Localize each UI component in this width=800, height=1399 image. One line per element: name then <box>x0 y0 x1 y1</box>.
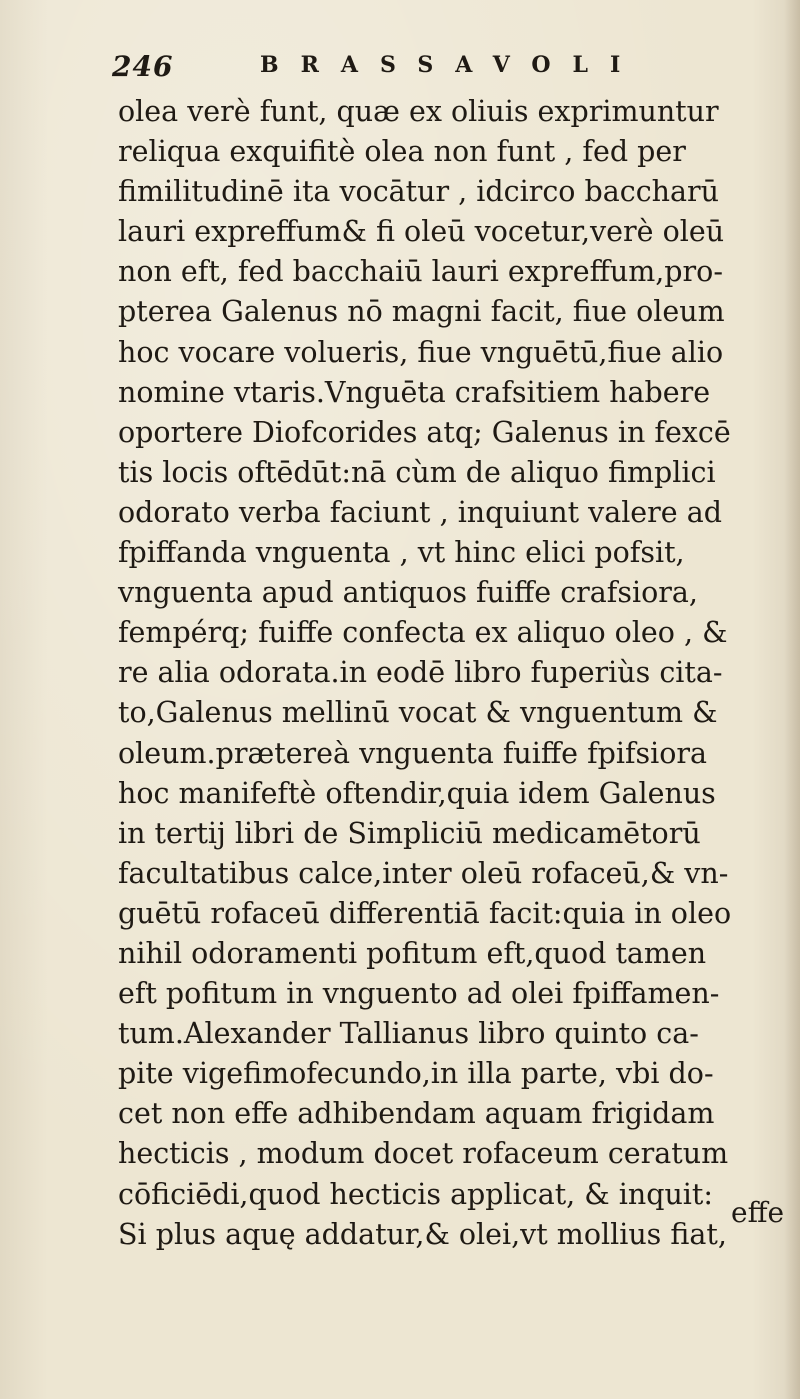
text-line: oportere Diofcorides atq; Galenus in fexcē <box>118 415 731 449</box>
text-line: pterea Galenus nō magni facit, fiue oleum <box>118 295 725 329</box>
running-head: BRASSAVOLI <box>260 52 643 78</box>
text-line: cet non effe adhibendam aquam frigidam <box>118 1097 715 1131</box>
text-line: reliqua exquifitè olea non funt , fed per <box>118 135 686 169</box>
text-line: vnguenta apud antiquos fuiffe crafsiora, <box>118 576 698 610</box>
text-line: fimilitudinē ita vocātur , idcirco baccharū <box>118 175 719 209</box>
text-line: hecticis , modum docet rofaceum ceratum <box>118 1137 729 1171</box>
text-line: fempérq; fuiffe confecta ex aliquo oleo , & <box>118 616 728 650</box>
text-line: fpiffanda vnguenta , vt hinc elici pofsit, <box>118 536 685 570</box>
text-line: Si plus aquę addatur,& olei,vt mollius fiat, <box>118 1217 727 1251</box>
text-line: lauri expreffum& fi oleū vocetur,verè oleū <box>118 215 725 249</box>
text-line: olea verè funt, quæ ex oliuis exprimuntur <box>118 95 719 128</box>
text-line: hoc manifeftè oftendir,quia idem Galenus <box>118 776 716 810</box>
text-line: in tertij libri de Simpliciū medicamētorū <box>118 816 701 850</box>
text-line: oleum.prætereà vnguenta fuiffe fpifsiora <box>118 736 708 770</box>
text-line: non eft, fed bacchaiū lauri expreffum,pro- <box>118 255 723 289</box>
text-line: eft pofitum in vnguento ad olei fpiffamen- <box>118 977 720 1011</box>
text-line: to,Galenus mellinū vocat & vnguentum & <box>118 696 718 730</box>
page-number: 246 <box>112 50 174 83</box>
text-line: nihil odoramenti pofitum eft,quod tamen <box>118 936 707 970</box>
body-text <box>118 92 790 1255</box>
text-line: tum.Alexander Tallianus libro quinto ca- <box>118 1017 699 1051</box>
text-line: cōficiēdi,quod hecticis applicat, & inquit: <box>118 1177 713 1211</box>
catchword: effe <box>731 1196 785 1229</box>
text-line: re alia odorata.in eodē libro fuperiùs cita- <box>118 656 723 690</box>
text-line: odorato verba faciunt , inquiunt valere ad <box>118 495 722 529</box>
page-header <box>112 50 672 90</box>
text-line: nomine vtaris.Vnguēta crafsitiem habere <box>118 375 711 409</box>
text-line: guētū rofaceū differentiā facit:quia in oleo <box>118 896 732 930</box>
text-line: pite vigefimofecundo,in illa parte, vbi do- <box>118 1057 714 1091</box>
text-line: tis locis oftēdūt:nā cùm de aliquo fimplici <box>118 455 716 489</box>
text-line: hoc vocare volueris, fiue vnguētū,fiue alio <box>118 335 724 369</box>
text-line: facultatibus calce,inter oleū rofaceū,& vn- <box>118 856 729 890</box>
